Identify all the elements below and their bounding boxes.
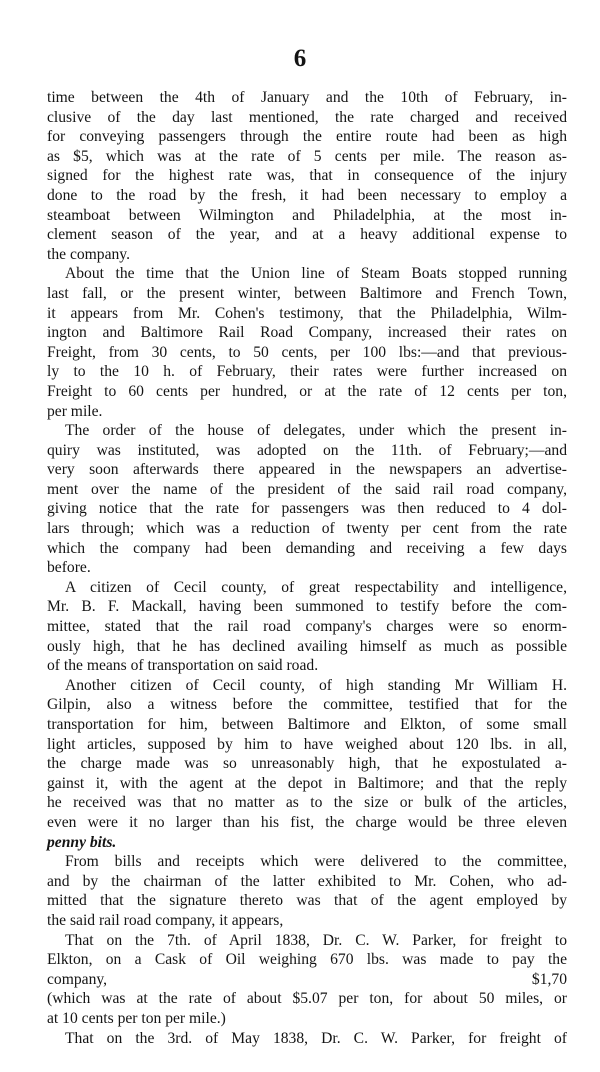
- text-line: the company.: [47, 245, 130, 263]
- text-line: very soon afterwards there appeared in the newspapers an advertise-: [47, 461, 567, 479]
- text-line: it appears from Mr. Cohen's testimony, that the Philadelphia, Wilm-: [47, 304, 567, 322]
- body-text: [47, 88, 567, 1048]
- text-line: steamboat between Wilmington and Philadelphia, at the most in-: [47, 206, 567, 224]
- text-line: ment over the name of the president of the said rail road company,: [47, 480, 567, 498]
- text-line: mitted that the signature thereto was that of the agent employed by: [47, 892, 567, 910]
- text-line: time between the 4th of January and the 10th of February, in-: [47, 89, 567, 106]
- text-line: for conveying passengers through the entire route had been as high: [47, 128, 567, 146]
- text-line: ington and Baltimore Rail Road Company, increased their rates on: [47, 324, 567, 342]
- amount-line: [47, 970, 567, 990]
- text-line: the said rail road company, it appears,: [47, 911, 284, 929]
- text-line: About the time that the Union line of Steam Boats stopped running: [65, 265, 567, 283]
- text-line: Freight, from 30 cents, to 50 cents, per 100 lbs:—and that previous-: [47, 343, 567, 361]
- text-line: at 10 cents per ton per mile.): [47, 1009, 226, 1027]
- text-line: quiry was instituted, was adopted on the 11th. of February;—and: [47, 441, 567, 459]
- text-line: ously high, that he has declined availing himself as much as possible: [47, 637, 567, 655]
- text-line: done to the road by the fresh, it had been necessary to employ a: [47, 186, 567, 204]
- text-line: Gilpin, also a witness before the committee, testified that for the: [47, 696, 567, 714]
- amount-value: $1,70: [531, 970, 567, 988]
- text-line: The order of the house of delegates, under which the present in-: [65, 422, 567, 440]
- text-line: last fall, or the present winter, between Baltimore and French Town,: [47, 284, 567, 302]
- text-line: That on the 3rd. of May 1838, Dr. C. W. Parker, for freight of: [65, 1029, 567, 1047]
- text-line: as $5, which was at the rate of 5 cents per mile. The reason as-: [47, 147, 567, 165]
- text-line: Another citizen of Cecil county, of high standing Mr William H.: [65, 676, 567, 694]
- text-line: (which was at the rate of about $5.07 per ton, for about 50 miles, or: [47, 990, 567, 1008]
- text-line: transportation for him, between Baltimore and Elkton, of some small: [47, 716, 567, 733]
- text-line: light articles, supposed by him to have weighed about 120 lbs. in all,: [47, 735, 567, 753]
- text-line: of the means of transportation on said road.: [47, 657, 319, 675]
- text-line: per mile.: [47, 402, 103, 420]
- text-line: lars through; which was a reduction of twenty per cent from the rate: [47, 520, 567, 538]
- text-line: before.: [47, 559, 91, 577]
- amount-label: company,: [47, 970, 108, 988]
- text-line: the charge made was so unreasonably high, that he expostulated a-: [47, 755, 567, 773]
- page-number: 6: [293, 45, 307, 72]
- text-line: That on the 7th. of April 1838, Dr. C. W. Parker, for freight to: [65, 931, 567, 949]
- text-line: Mr. B. F. Mackall, having been summoned to testify before the com-: [47, 598, 567, 616]
- text-line: clusive of the day last mentioned, the rate charged and received: [47, 108, 567, 126]
- text-line: ly to the 10 h. of February, their rates were further increased on: [47, 363, 567, 381]
- text-line: mittee, stated that the rail road company's charges were so enorm-: [47, 618, 567, 636]
- text-line: From bills and receipts which were delivered to the committee,: [65, 853, 567, 871]
- text-line: he received was that no matter as to the size or bulk of the articles,: [47, 794, 567, 812]
- text-line: signed for the highest rate was, that in consequence of the injury: [47, 167, 567, 185]
- text-line: which the company had been demanding and receiving a few days: [47, 539, 567, 557]
- text-line: A citizen of Cecil county, of great respectability and intelligence,: [65, 578, 567, 596]
- text-line: even were it no larger than his fist, the charge would be three eleven: [47, 813, 567, 831]
- text-line: clement season of the year, and at a heavy additional expense to: [47, 226, 567, 244]
- text-line: giving notice that the rate for passengers was then reduced to 4 dol-: [47, 500, 567, 518]
- text-line: Elkton, on a Cask of Oil weighing 670 lbs. was made to pay the: [47, 951, 567, 969]
- text-line: penny bits.: [47, 833, 117, 851]
- text-line: Freight to 60 cents per hundred, or at the rate of 12 cents per ton,: [47, 382, 567, 400]
- text-line: and by the chairman of the latter exhibited to Mr. Cohen, who ad-: [47, 872, 567, 890]
- text-line: gainst it, with the agent at the depot in Baltimore; and that the reply: [47, 774, 567, 792]
